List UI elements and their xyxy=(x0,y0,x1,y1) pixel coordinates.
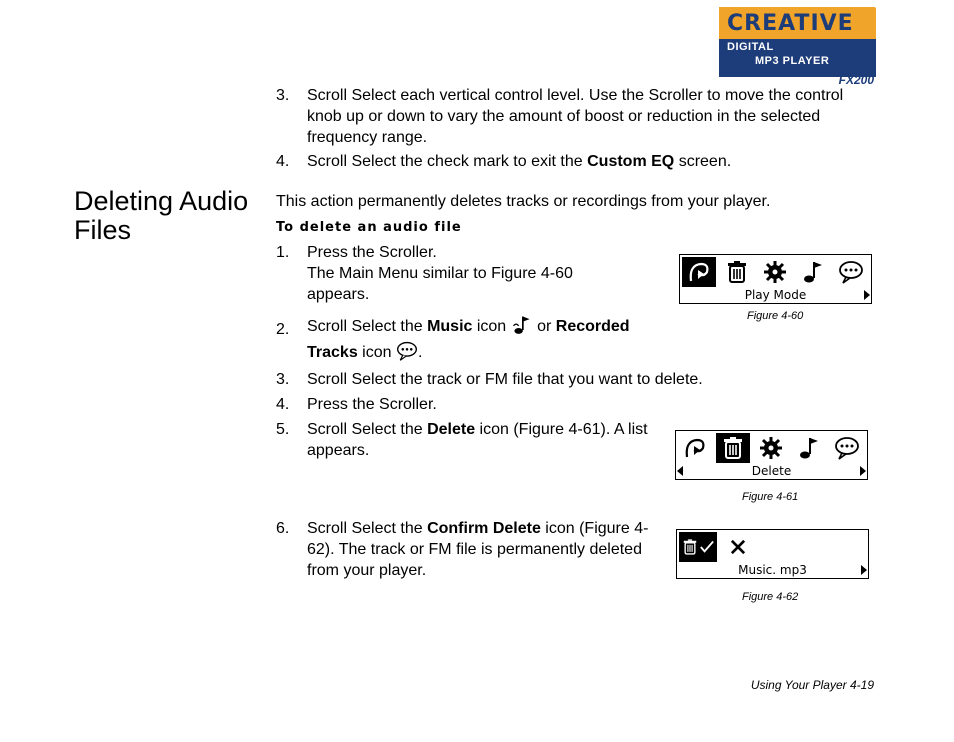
section-intro: This action permanently deletes tracks or recordings from your player. xyxy=(276,193,771,210)
right-arrow-icon xyxy=(861,565,867,575)
step-number: 3. xyxy=(276,87,290,104)
music-note-icon xyxy=(792,433,826,463)
left-arrow-icon xyxy=(677,466,683,476)
step-number: 2. xyxy=(276,321,290,338)
figure-caption: Figure 4-60 xyxy=(747,310,804,322)
music-note-icon xyxy=(511,314,533,336)
right-arrow-icon xyxy=(864,290,870,300)
logo-line2: MP3 PLAYER xyxy=(755,55,830,67)
right-arrow-icon xyxy=(860,466,866,476)
step-number: 4. xyxy=(276,396,290,413)
step-text: Scroll Select each vertical control level. Use the Scroller to move the control knob up or down to vary the amount of boost or reduction in the selected frequency range. xyxy=(307,87,844,146)
logo-model: FX200 xyxy=(838,73,874,87)
gear-icon xyxy=(758,257,792,287)
lcd-screen-figure-4-62 xyxy=(676,529,869,579)
lcd-screen-figure-4-60 xyxy=(679,254,872,304)
figure-caption: Figure 4-62 xyxy=(742,591,799,603)
cancel-x-icon xyxy=(721,532,755,562)
confirm-delete-icon xyxy=(679,532,717,562)
step-text: Scroll Select the Confirm Delete icon (Figure 4-62). The track or FM file is permanently deleted from your player. xyxy=(307,520,649,579)
music-note-icon xyxy=(796,257,830,287)
step-text: Scroll Select the track or FM file that you want to delete. xyxy=(307,371,703,388)
speech-bubble-icon xyxy=(396,340,418,362)
trash-icon xyxy=(720,257,754,287)
step-number: 5. xyxy=(276,421,290,438)
section-heading: Deleting Audio Files xyxy=(74,186,249,245)
step-text: The Main Menu similar to Figure 4-60 appears. xyxy=(307,265,573,303)
play-mode-icon xyxy=(682,257,716,287)
step-number: 6. xyxy=(276,520,290,537)
step-text: Scroll Select the Music icon or Recorded Tracks icon . xyxy=(307,314,677,366)
lcd-label: Music. mp3 xyxy=(738,563,807,577)
creative-logo xyxy=(719,7,876,85)
speech-bubble-icon xyxy=(830,433,864,463)
procedure-subheading: To delete an audio file xyxy=(276,220,462,235)
page-footer: Using Your Player 4-19 xyxy=(750,678,874,692)
gear-icon xyxy=(754,433,788,463)
lcd-label: Play Mode xyxy=(744,288,807,302)
logo-line1: DIGITAL xyxy=(727,41,774,53)
step-text: Scroll Select the check mark to exit the Custom EQ screen. xyxy=(307,153,732,170)
step-text: Press the Scroller. xyxy=(307,244,437,261)
play-mode-icon xyxy=(678,433,712,463)
lcd-label: Delete xyxy=(751,464,792,478)
step-number: 3. xyxy=(276,371,290,388)
trash-icon xyxy=(716,433,750,463)
figure-caption: Figure 4-61 xyxy=(742,491,799,503)
step-text: Press the Scroller. xyxy=(307,396,437,413)
logo-brand: CREATIVE xyxy=(727,11,854,36)
speech-bubble-icon xyxy=(834,257,868,287)
step-text: Scroll Select the Delete icon (Figure 4-61). A list appears. xyxy=(307,421,648,459)
step-number: 1. xyxy=(276,244,290,261)
lcd-screen-figure-4-61 xyxy=(675,430,868,480)
step-number: 4. xyxy=(276,153,290,170)
